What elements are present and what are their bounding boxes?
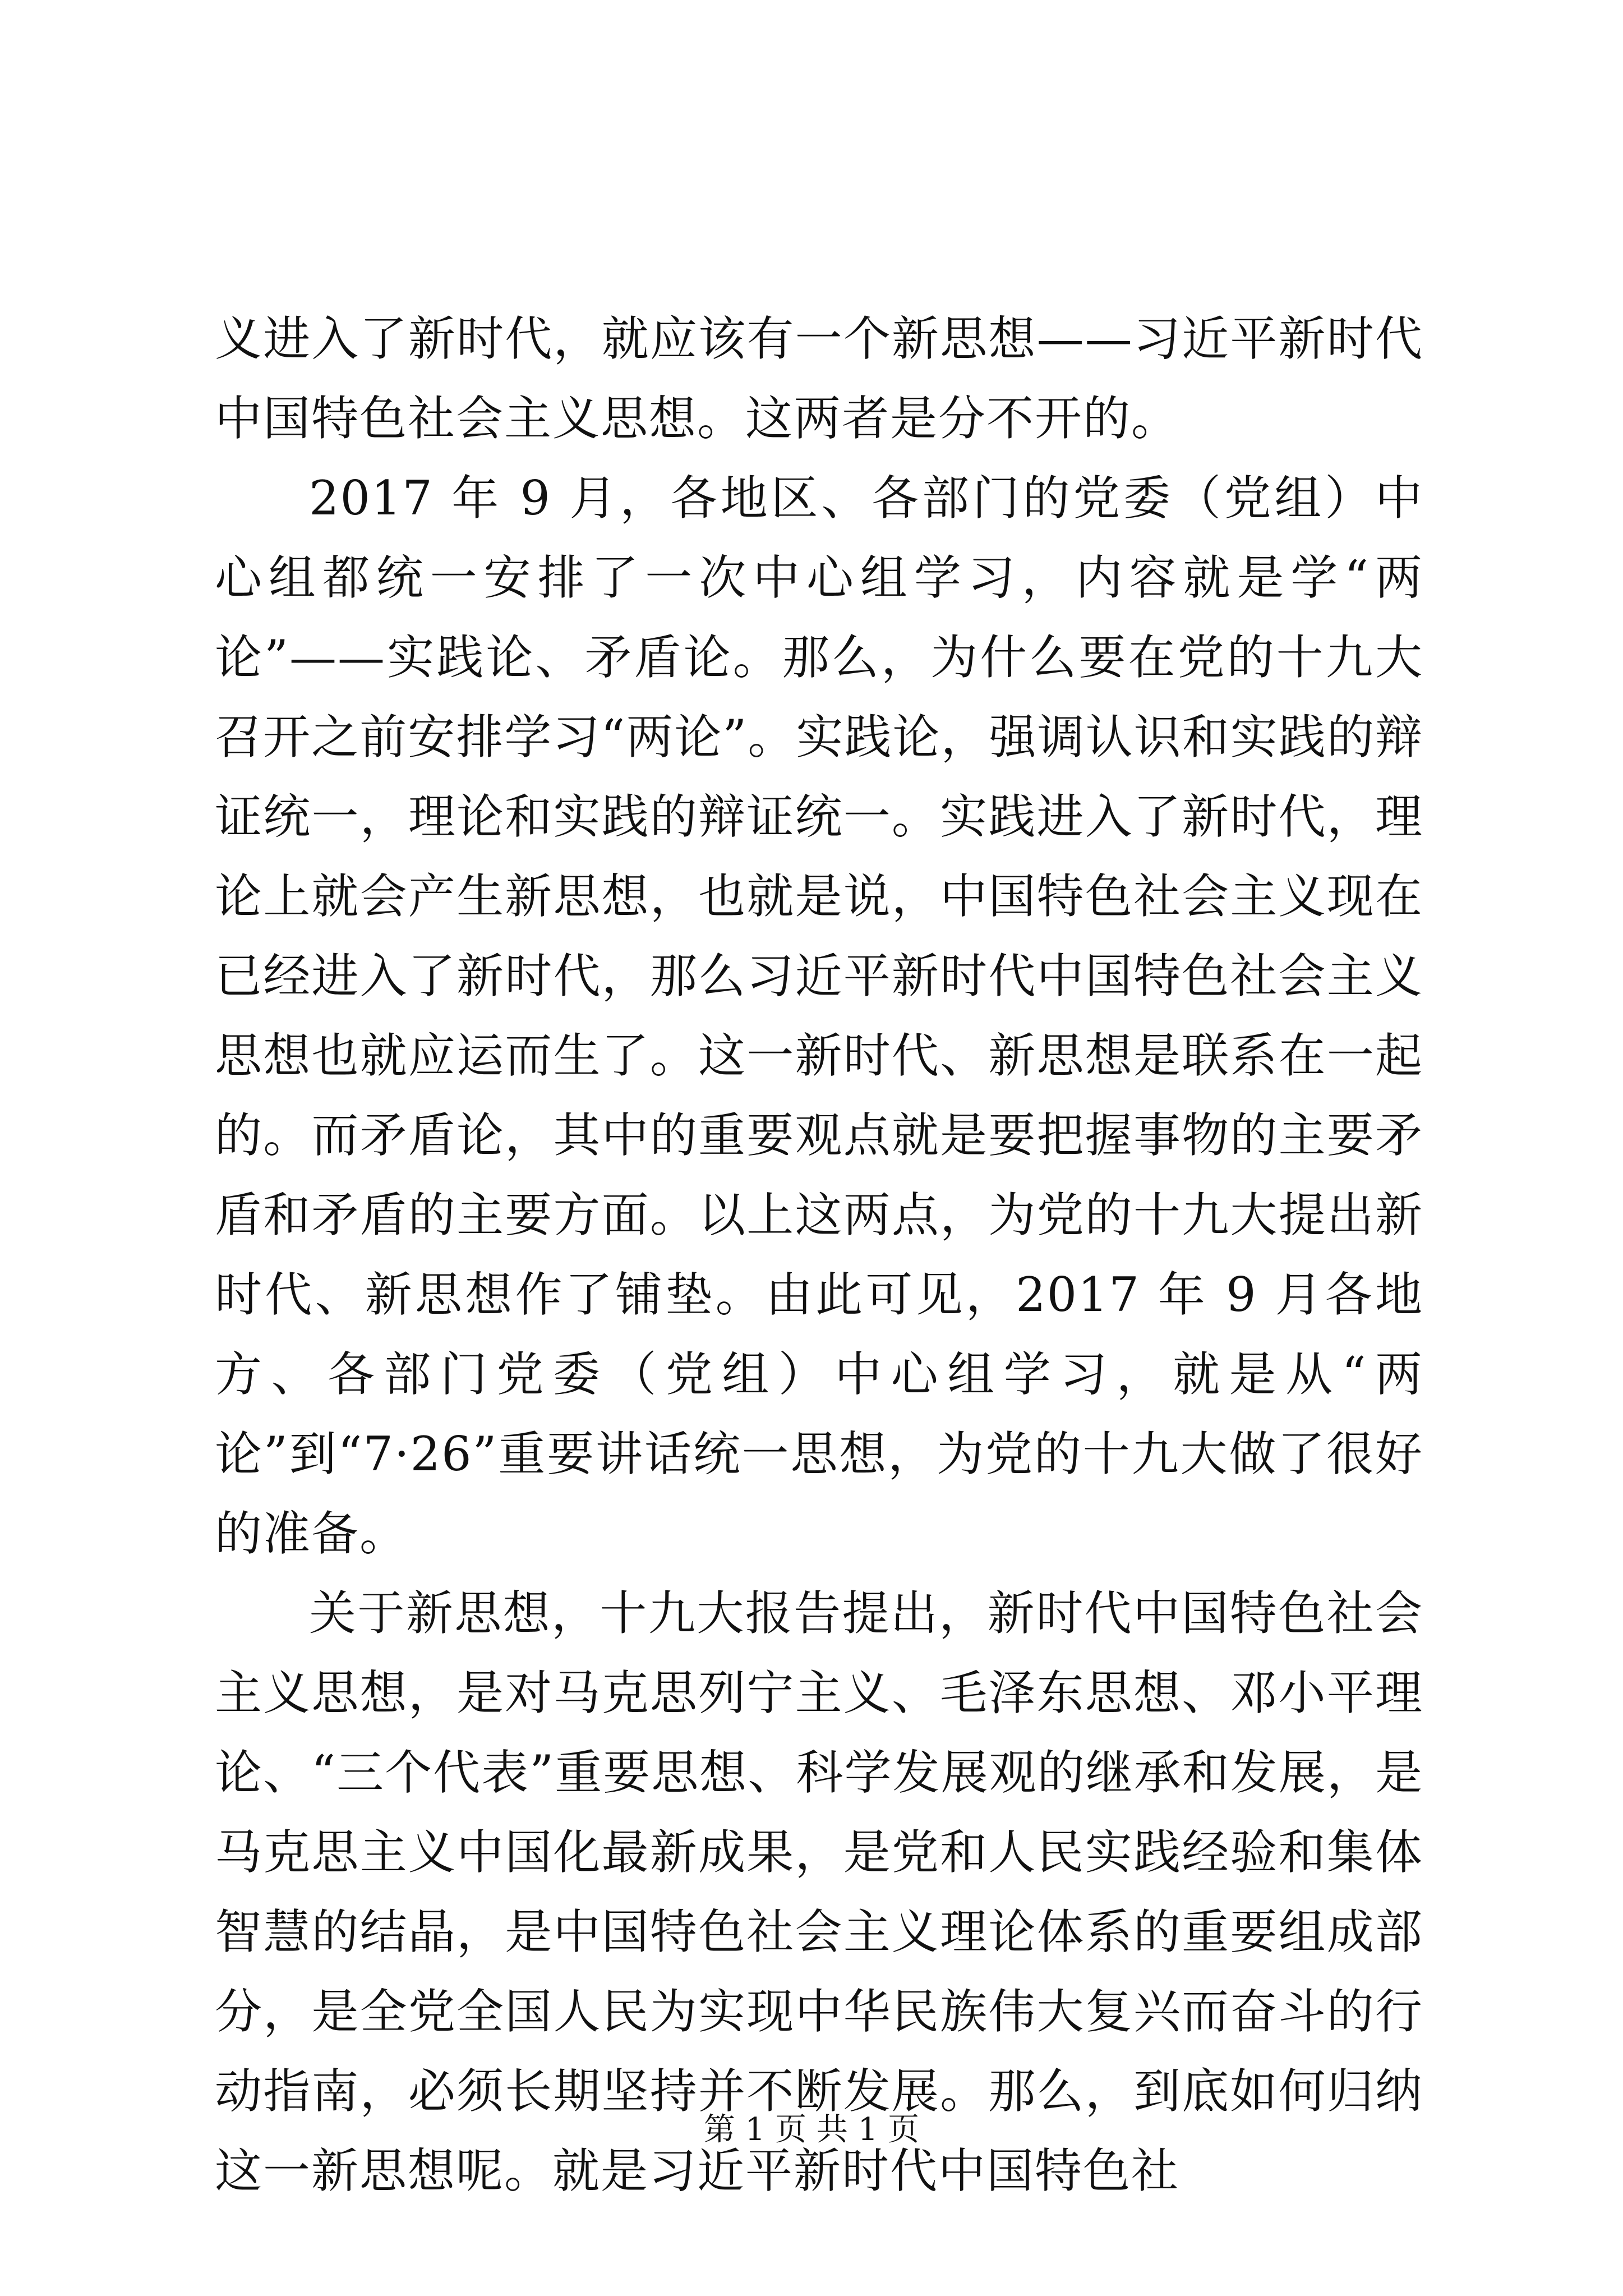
paragraph-1: 义进入了新时代，就应该有一个新思想——习近平新时代中国特色社会主义思想。这两者是分不开的。 <box>215 311 1423 446</box>
paragraph-2: 2017 年 9 月，各地区、各部门的党委（党组）中心组都统一安排了一次中心组学习，内容就是学“两论”——实践论、矛盾论。那么，为什么要在党的十九大召开之前安排学习“两论”。实践论，强调认识和实践的辩证统一，理论和实践的辩证统一。实践进入了新时代，理论上就会产生新思想，也就是说，中国特色社会主义现在已经进入了新时代，那么习近平新时代中国特色社会主义思想也就应运而生了。这一新时代、新思想是联系在一起的。而矛盾论，其中的重要观点就是要把握事物的主要矛盾和矛盾的主要方面。以上这两点，为党的十九大提出新时代、新思想作了铺垫。由此可见，2017 年 9 月各地方、各部门党委（党组）中心组学习，就是从“两论”到“7·26”重要讲话统一思想，为党的十九大做了很好的准备。 <box>215 471 1423 1561</box>
page-number-label: 第 1 页 共 1 页 <box>703 2111 920 2148</box>
document-body <box>215 299 1423 2211</box>
paragraph-3: 关于新思想，十九大报告提出，新时代中国特色社会主义思想，是对马克思列宁主义、毛泽东思想、邓小平理论、“三个代表”重要思想、科学发展观的继承和发展，是马克思主义中国化最新成果，是党和人民实践经验和集体智慧的结晶，是中国特色社会主义理论体系的重要组成部分，是全党全国人民为实现中华民族伟大复兴而奋斗的行动指南，必须长期坚持并不断发展。那么，到底如何归纳这一新思想呢。就是习近平新时代中国特色社 <box>215 1586 1423 2198</box>
page-footer <box>0 2110 1623 2150</box>
